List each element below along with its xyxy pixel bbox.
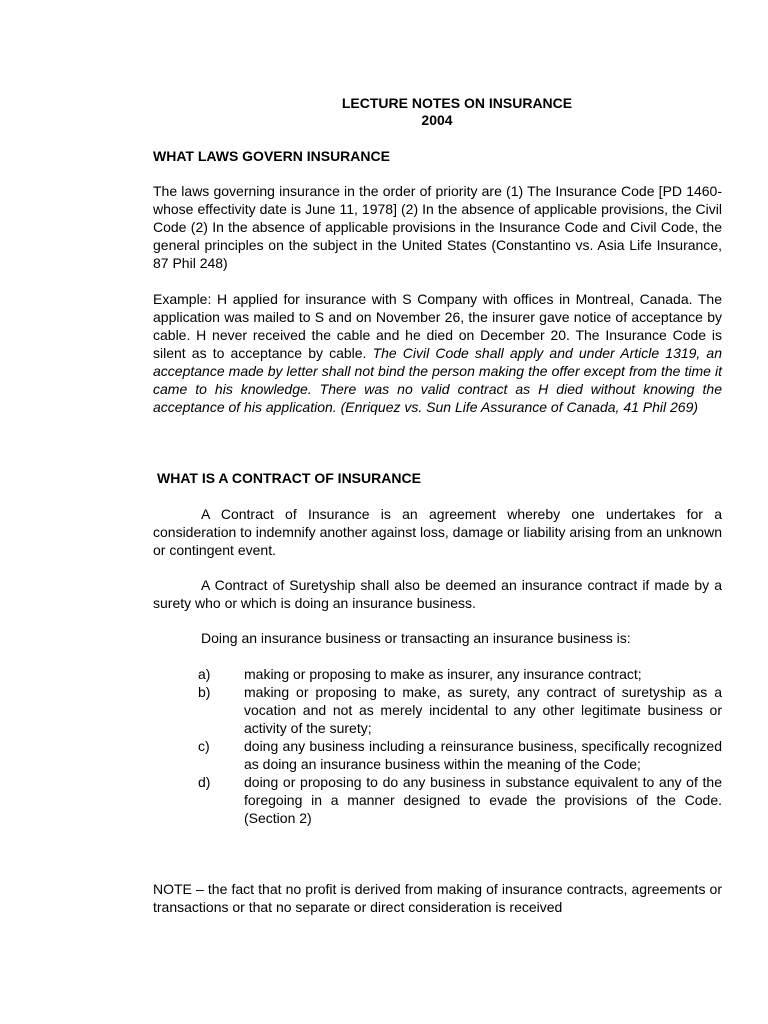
- business-list: [196, 665, 722, 827]
- list-marker: c): [198, 738, 210, 754]
- paragraph-contract-definition: A Contract of Insurance is an agreement whereby one undertakes for a consideration to indemnify another against loss, damage or liability arising from an unknown or contingent event.: [153, 506, 722, 558]
- list-item: [196, 665, 722, 683]
- list-item-text: making or proposing to make, as surety, any contract of suretyship as a vocation and not as merely incidental to any other legitimate business or activity of the surety;: [244, 684, 722, 736]
- paragraph-note: NOTE – the fact that no profit is derived from making of insurance contracts, agreements or transactions or that no separate or direct consideration is received: [153, 881, 722, 915]
- section-heading-contract: WHAT IS A CONTRACT OF INSURANCE: [157, 470, 421, 486]
- list-marker: d): [198, 774, 211, 790]
- document-title: LECTURE NOTES ON INSURANCE: [341, 95, 573, 111]
- list-item-text: doing or proposing to do any business in substance equivalent to any of the foregoing in a manner designed to evade the provisions of the Code. (Section 2): [244, 774, 722, 826]
- paragraph-laws-priority: The laws governing insurance in the order of priority are (1) The Insurance Code [PD 1460-whose effectivity date is June 11, 1978] (2) In the absence of applicable provisions, the Civil Code (2) In the absence of applicable provisions in the Insurance Code and Civil Code, the general principles on the subject in the United States (Constantino vs. Asia Life Insurance, 87 Phil 248): [153, 183, 722, 271]
- list-marker: a): [198, 666, 211, 682]
- section-heading-laws: WHAT LAWS GOVERN INSURANCE: [153, 148, 390, 164]
- list-item: [196, 773, 722, 827]
- list-item: [196, 737, 722, 773]
- list-item: [196, 683, 722, 737]
- paragraph-doing-business: Doing an insurance business or transacting an insurance business is:: [201, 630, 631, 646]
- list-item-text: doing any business including a reinsurance business, specifically recognized as doing an insurance business within the meaning of the Code;: [244, 738, 722, 772]
- list-marker: b): [198, 684, 211, 700]
- paragraph-example: [153, 290, 722, 416]
- example-italic-text: The Civil Code shall apply and under Article 1319, an acceptance made by letter shall not bind the person making the offer except from the time it came to his knowledge. There was no valid contract as H died without knowing the acceptance of his application. (Enriquez vs. Sun Life Assurance of Canada, 41 Phil 269): [153, 345, 723, 415]
- paragraph-suretyship: A Contract of Suretyship shall also be deemed an insurance contract if made by a surety who or which is doing an insurance business.: [153, 577, 722, 611]
- list-item-text: making or proposing to make as insurer, any insurance contract;: [244, 666, 642, 682]
- document-year: 2004: [421, 112, 453, 128]
- example-plain-text: Example: H applied for insurance with S Company with offices in Montreal, Canada. The application was mailed to S and on November 26, the insurer gave notice of acceptance by cable. H never received the cable and he died on December 20. The Insurance Code is silent as to acceptance by cable.: [153, 291, 722, 361]
